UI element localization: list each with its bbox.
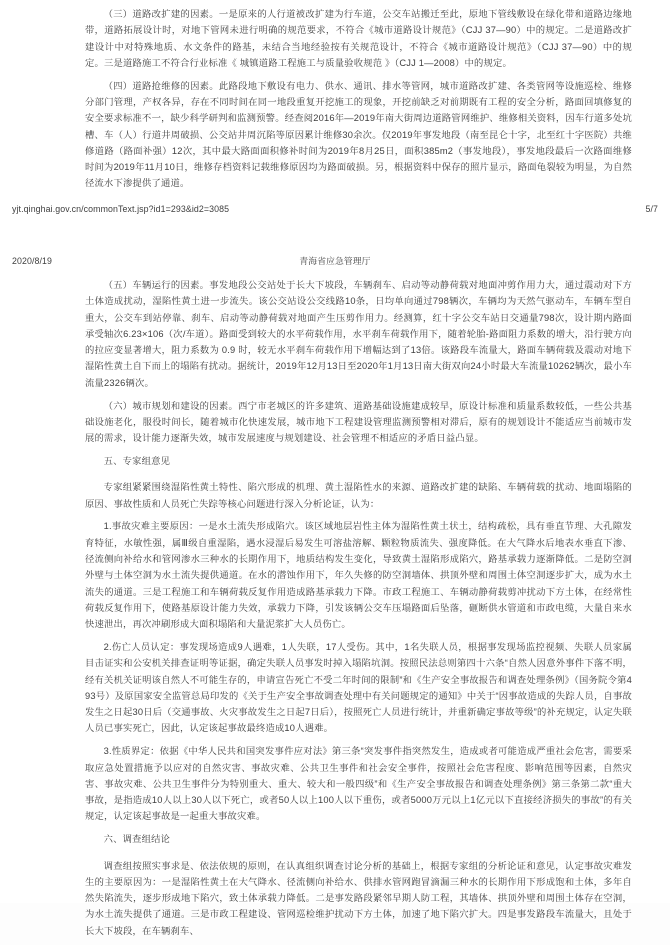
paragraph-investigation-conclusion: 调查组按照实事求是、依法依规的原则，在认真组织调查讨论分析的基础上，根据专家组的分析论证和意见，认定事故灾难发生的主要原因为：一是湿陷性黄土在大气降水、径流侧向补给水、供排水管网跑冒滴漏三种水的长期作用下形成饱和土体，多年自然失陷流失，逐步形成地下陷穴，致土体承载力降低。二是事发路段紧邻早期人防工程，其墙体、拱顶外壁和周围土体存在空洞，为水土流失提供了通道。三是市政工程建设、管网巡检维护扰动下方土体，加速了地下陷穴扩大。四是事发路段车流量大，且处于长大下坡段，在车辆刹车、 [85, 860, 632, 936]
page-6-content [85, 277, 632, 945]
section-heading-expert-opinion: 五、专家组意见 [103, 455, 171, 466]
paragraph-expert-intro: 专家组紧紧围绕湿陷性黄土特性、陷穴形成的机理、黄土湿陷性水的来源、道路改扩建的缺陷、车辆荷载的扰动、地面塌陷的原因、事故性质和人员死亡失踪等核心问题进行深入分析论证，认为： [85, 482, 632, 509]
paragraph-expert-casualty-determination: 2.伤亡人员认定：事发现场造成9人遇难，1人失联，17人受伤。其中，1名失联人员，根据事发现场监控视频、失联人员家属目击证实和公安机关排查证明等证据，确定失联人员事发时掉入塌陷坑洞。按照民法总则第四十六条“自然人因意外事件下落不明，经有关机关证明该自然人不可能生存的，申请宣告死亡不受二年时间的限制”和《生产安全事故报告和调查处理条例》（国务院令第493号）及原国家安全监管总局印发的《关于生产安全事故调查处理中有关问题规定的通知》中关于“因事故造成的失踪人员，自事故发生之日起30日后（交通事故、火灾事故发生之日起7日后），按照死亡人员进行统计，并重新确定事故等级”的补充规定，认定失联人员已事实死亡，因此，认定该起事故最终造成10人遇难。 [85, 641, 632, 734]
header-document-title: 青海省应急管理厅 [299, 256, 371, 266]
header-date: 2020/8/19 [12, 256, 53, 266]
paragraph-urban-planning-factor: （六）城市规划和建设的因素。西宁市老城区的许多建筑、道路基础设施建成较早，原设计标准和质量系数较低，一些公共基础设施老化，服役时间长，随着城市化快速发展，城市地下工程建设管理监测预警相对滞后，原有的规划设计不能适应当前城市发展的需求，设计能力逐渐失效，城市发展速度与规划建设、社会管理不相适应的矛盾日益凸显。 [85, 400, 632, 444]
paragraph-road-expansion-factor: （三）道路改扩建的因素。一是原来的人行道被改扩建为行车道，公交车站搬迁至此，原地下管线敷设在绿化带和道路边缘地带，道路拓展设计时，对地下管网未进行明确的规范要求，不符合《城市道路设计规范》（CJJ 37—90）中的规定。二是道路改扩建设计中对特殊地质、水文条件的路基，未结合当地经验按有关规范设计，不符合《城市道路设计规范》（CJJ 37—90）中的规定。三是道路施工不符合行业标准《 城镇道路工程施工与质量验收规范 》（CJJ 1—2008）中的规定。 [85, 9, 632, 68]
page-5-content [85, 6, 632, 198]
paragraph-expert-nature-definition: 3.性质界定：依据《中华人民共和国突发事件应对法》第三条“突发事件指突然发生，造成或者可能造成严重社会危害，需要采取应急处置措施予以应对的自然灾害、事故灾难、公共卫生事件和社会安全事件，按照社会危害程度、影响范围等因素，自然灾害、事故灾难、公共卫生事件分为特别重大、重大、较大和一般四级”和《生产安全事故报告和调查处理条例》第三条第二款“重大事故，是指造成10人以上30人以下死亡，或者50人以上100人以下重伤，或者5000万元以上1亿元以下直接经济损失的事故”的有关规定，认定该起事故是一起重大事故灾难。 [85, 746, 632, 822]
paragraph-expert-main-cause: 1.事故灾难主要原因：一是水土流失形成陷穴。该区域地层岩性主体为湿陷性黄土状土，结构疏松，具有垂直节理、大孔隙发育特征，水敏性强，属Ⅲ级自重湿陷，遇水浸湿后易发生可溶盐溶解、颗粒物质流失、强度降低。在大气降水后地表水垂直下渗、径流侧向补给水和管网渗水三种水的长期作用下，地质结构发生变化，导致黄土湿陷形成陷穴，路基承载力逐渐降低。二是防空洞外壁与土体空洞为水土流失提供通道。在水的潜蚀作用下，年久失修的防空洞墙体、拱顶外壁和周围土体空洞逐步扩大，成为水土流失的通道。三是工程施工和车辆荷载反复作用造成路基承载力下降。市政工程施工、车辆动静荷载剪冲扰动下方土体，在经常性荷载反复作用下，使路基原设计能力失效，承载力下降，引发该辆公交车压塌路面后坠落，砸断供水管道和市政电缆，大量自来水快速泄出，再次冲刷形成大面积塌陷和大量泥浆扩大人员伤亡。 [85, 521, 632, 630]
print-header [12, 256, 658, 267]
print-footer [12, 204, 658, 215]
section-heading-investigation-conclusion: 六、调查组结论 [103, 834, 171, 845]
footer-page-number: 5/7 [645, 204, 658, 214]
footer-url: yjt.qinghai.gov.cn/commonText.jsp?id1=293&id2=3085 [12, 204, 230, 214]
paragraph-vehicle-operation-factor: （五）车辆运行的因素。事发地段公交站处于长大下坡段，车辆刹车、启动等动静荷载对地面冲剪作用力大，通过震动对下方土体造成扰动，湿陷性黄土进一步流失。该公交站设公交线路10条，日均单向通过798辆次，车辆均为天然气驱动车，车辆车型自重大，公交车到站停靠、刹车、启动等动静荷载对地面产生压剪作用力。经测算，红十字公交车站日交通量798次，设计期内路面承受轴次6.23×106（次/车道）。路面受到较大的水平荷载作用，水平刹车荷载作用下，随着轮胎-路面阻力系数的增大，沿行驶方向的拉应变显著增大，阻力系数为 0.9 时，较无水平刹车荷载作用下增幅达到了13倍。该路段车流量大，路面车辆荷载及震动对地下湿陷性黄土自下而上的塌陷有扰动。据统计，2019年12月13日至2020年1月13日南大街双向24小时最大车流量10262辆次，最小车流量2326辆次。 [85, 280, 632, 388]
paragraph-road-repair-factor: （四）道路抢维修的因素。此路段地下敷设有电力、供水、通讯、排水等管网，城市道路改扩建、各类管网等设施巡检、维修分部门管理，产权各异，存在不同时间在同一地段重复开挖施工的现象，开挖前缺乏对前期既有工程的安全分析，路面回填修复的安全要求标准不一，缺少科学研判和监测预警。经查阅2016年—2019年南大街周边道路管网维护、维修相关资料，因车行道多处坑槽、车（人）行道井周破损、公交站井周沉陷等原因累计维修30余次。仅2019年事发地段（南至昆仑十字，北至红十字医院）共维修道路（路面补强）12次，其中最大路面面积修补时间为2019年8月25日，面积385m2（事发地段），事发地段最后一次路面维修时间为2019年11月10日，维修存档资料记载维修原因均为路面破损。另，根据资料中保存的照片显示，路面龟裂较为明显，为自然径流水下渗提供了通道。 [85, 80, 632, 189]
